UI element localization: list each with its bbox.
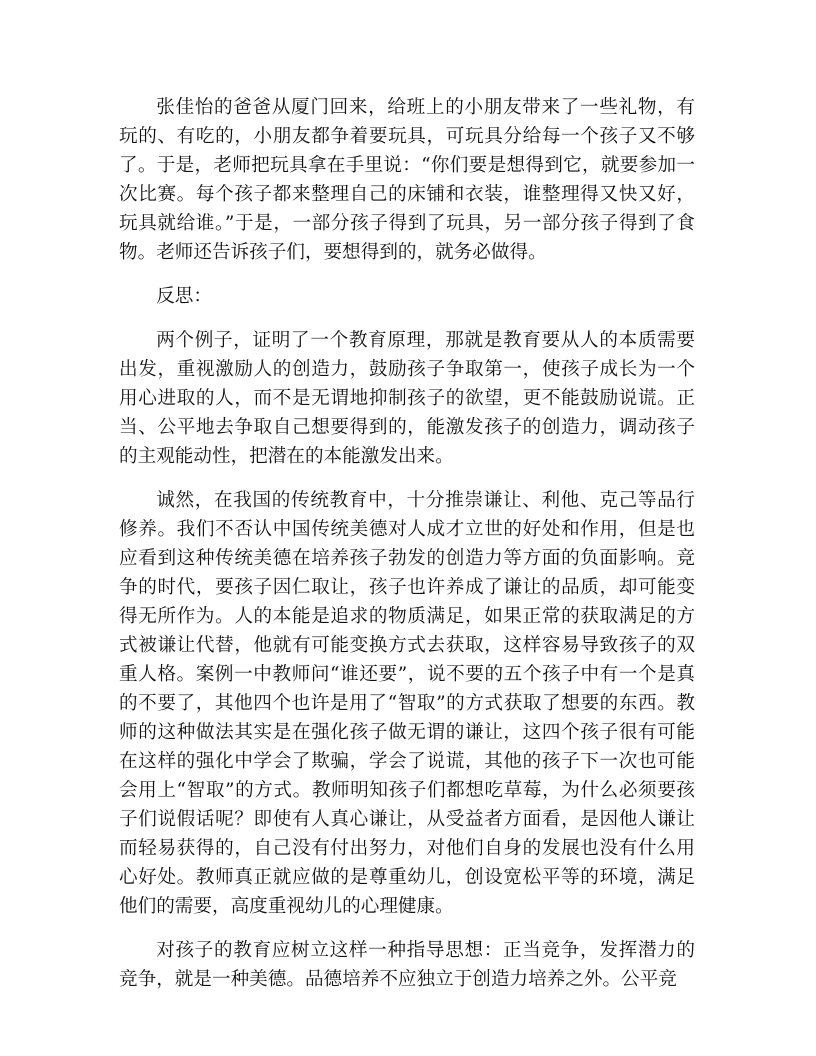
document-body [119, 93, 695, 994]
paragraph-traditional-education: 诚然，在我国的传统教育中，十分推崇谦让、利他、克己等品行修养。我们不否认中国传统美德对人成才立世的好处和作用，但是也应看到这种传统美德在培养孩子勃发的创造力等方面的负面影响。竞争的时代，要孩子因仁取让，孩子也许养成了谦让的品质，却可能变得无所作为。人的本能是追求的物质满足，如果正常的获取满足的方式被谦让代替，他就有可能变换方式去获取，这样容易导致孩子的双重人格。案例一中教师问“谁还要”，说不要的五个孩子中有一个是真的不要了，其他四个也许是用了“智取”的方式获取了想要的东西。教师的这种做法其实是在强化孩子做无谓的谦让，这四个孩子很有可能在这样的强化中学会了欺骗，学会了说谎，其他的孩子下一次也可能会用上“智取”的方式。教师明知孩子们都想吃草莓，为什么必须要孩子们说假话呢？即使有人真心谦让，从受益者方面看，是因他人谦让而轻易获得的，自己没有付出努力，对他们自身的发展也没有什么用心好处。教师真正就应做的是尊重幼儿，创设宽松平等的环境，满足他们的需要，高度重视幼儿的心理健康。 [119, 490, 695, 917]
paragraph-education-principle: 两个例子，证明了一个教育原理，那就是教育要从人的本质需要出发，重视激励人的创造力，鼓励孩子争取第一，使孩子成长为一个用心进取的人，而不是无谓地抑制孩子的欲望，更不能鼓励说谎。正当、公平地去争取自己想要得到的，能激发孩子的创造力，调动孩子的主观能动性，把潜在的本能激发出来。 [119, 330, 695, 467]
paragraph-story: 张佳怡的爸爸从厦门回来，给班上的小朋友带来了一些礼物，有玩的、有吃的，小朋友都争着要玩具，可玩具分给每一个孩子又不够了。于是，老师把玩具拿在手里说：“你们要是想得到它，就要参加一次比赛。每个孩子都来整理自己的床铺和衣装，谁整理得又快又好，玩具就给谁。”于是，一部分孩子得到了玩具，另一部分孩子得到了食物。老师还告诉孩子们，要想得到的，就务必做得。 [119, 97, 695, 263]
paragraph-reflection-heading: 反思： [156, 286, 212, 307]
paragraph-guiding-idea: 对孩子的教育应树立这样一种指导思想：正当竞争，发挥潜力的竞争，就是一种美德。品德培养不应独立于创造力培养之外。公平竞 [119, 940, 695, 990]
